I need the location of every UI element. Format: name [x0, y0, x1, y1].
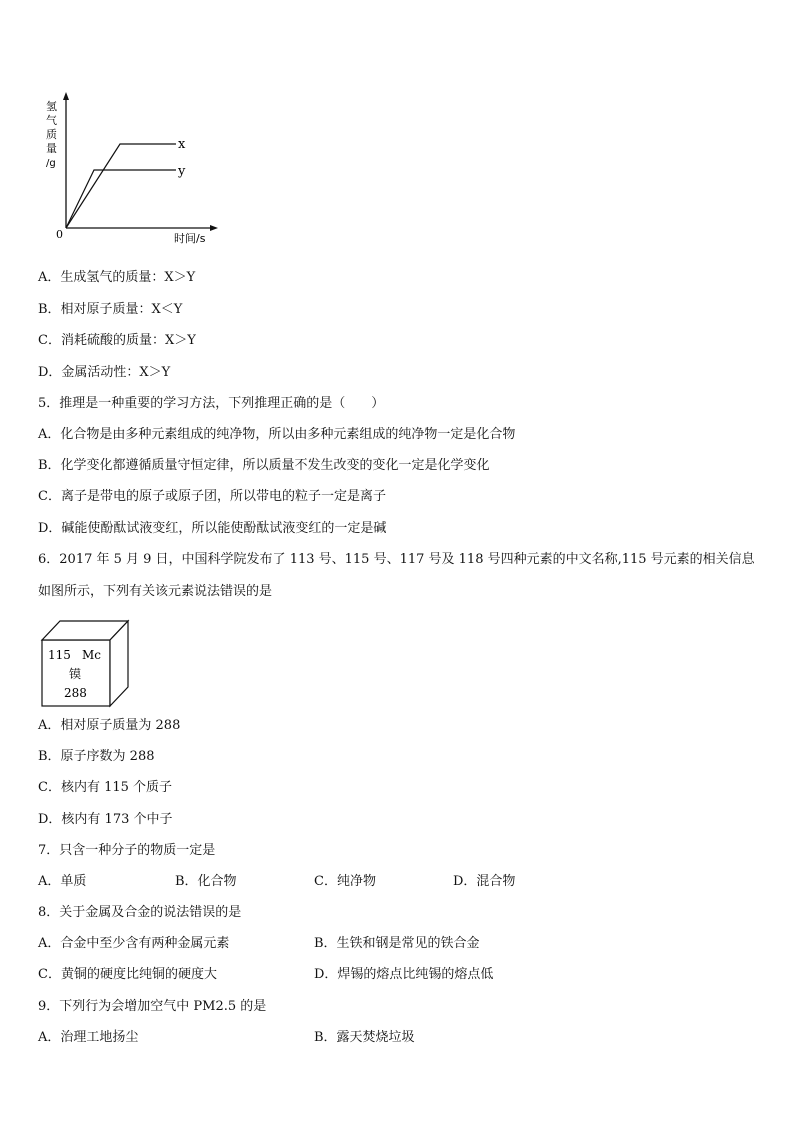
element-name: 镆: [69, 667, 82, 681]
q6-option-b: B．原子序数为 288: [38, 749, 155, 764]
q9-option-b: B．露天焚烧垃圾: [314, 1030, 415, 1045]
hydrogen-mass-time-graph: [38, 90, 228, 250]
series-x-line: [66, 144, 176, 228]
y-axis-label-4: 量: [46, 142, 57, 155]
q6-stem-line2: 如图所示，下列有关该元素说法错误的是: [38, 584, 273, 599]
q5-option-b: B．化学变化都遵循质量守恒定律，所以质量不发生改变的变化一定是化学变化: [38, 458, 490, 473]
element-number: 115: [48, 648, 71, 662]
q9-option-a: A．治理工地扬尘: [38, 1030, 139, 1045]
y-axis-label-5: /g: [46, 158, 56, 169]
y-axis-arrow: [63, 92, 69, 100]
q6-option-d: D．核内有 173 个中子: [38, 812, 173, 827]
q4-option-d: D．金属活动性：X＞Y: [38, 365, 171, 380]
q8-option-b: B．生铁和钢是常见的铁合金: [314, 936, 480, 951]
element-mass: 288: [64, 686, 87, 700]
series-x-label: x: [178, 137, 186, 152]
q6-option-c: C．核内有 115 个质子: [38, 780, 173, 795]
series-y-line: [66, 170, 176, 228]
q7-option-a: A．单质: [38, 874, 87, 889]
q6-option-a: A．相对原子质量为 288: [38, 718, 181, 733]
q5-option-a: A．化合物是由多种元素组成的纯净物，所以由多种元素组成的纯净物一定是化合物: [38, 427, 516, 442]
q6-stem-line1: 6．2017 年 5 月 9 日，中国科学院发布了 113 号、115 号、117 号及 118 号四种元素的中文名称,115 号元素的相关信息: [38, 552, 755, 567]
q8-option-c: C．黄铜的硬度比纯铜的硬度大: [38, 967, 217, 982]
q5-option-d: D．碱能使酚酞试液变红，所以能使酚酞试液变红的一定是碱: [38, 521, 387, 536]
q8-stem: 8．关于金属及合金的说法错误的是: [38, 905, 242, 920]
y-axis-label-2: 气: [46, 114, 57, 127]
origin-label: 0: [56, 228, 63, 241]
q4-option-a: A．生成氢气的质量：X＞Y: [38, 270, 196, 285]
q7-option-b: B．化合物: [175, 874, 237, 889]
q5-option-c: C．离子是带电的原子或原子团，所以带电的粒子一定是离子: [38, 489, 386, 504]
q8-option-a: A．合金中至少含有两种金属元素: [38, 936, 230, 951]
y-axis-label-3: 质: [46, 128, 57, 141]
x-axis-arrow: [210, 225, 218, 231]
q8-option-d: D．焊锡的熔点比纯锡的熔点低: [314, 967, 494, 982]
q4-option-c: C．消耗硫酸的质量：X＞Y: [38, 333, 196, 348]
q7-stem: 7．只含一种分子的物质一定是: [38, 843, 216, 858]
element-symbol: Mc: [82, 648, 102, 662]
q4-option-b: B．相对原子质量：X＜Y: [38, 302, 183, 317]
q9-stem: 9．下列行为会增加空气中 PM2.5 的是: [38, 999, 267, 1014]
x-axis-label: 时间/s: [174, 232, 206, 245]
y-axis-label-1: 氢: [46, 100, 57, 113]
series-y-label: y: [178, 164, 186, 179]
q7-option-c: C．纯净物: [314, 874, 376, 889]
q7-option-d: D．混合物: [453, 874, 516, 889]
element-card: [38, 618, 134, 710]
q5-stem: 5．推理是一种重要的学习方法，下列推理正确的是（ ）: [38, 396, 385, 411]
